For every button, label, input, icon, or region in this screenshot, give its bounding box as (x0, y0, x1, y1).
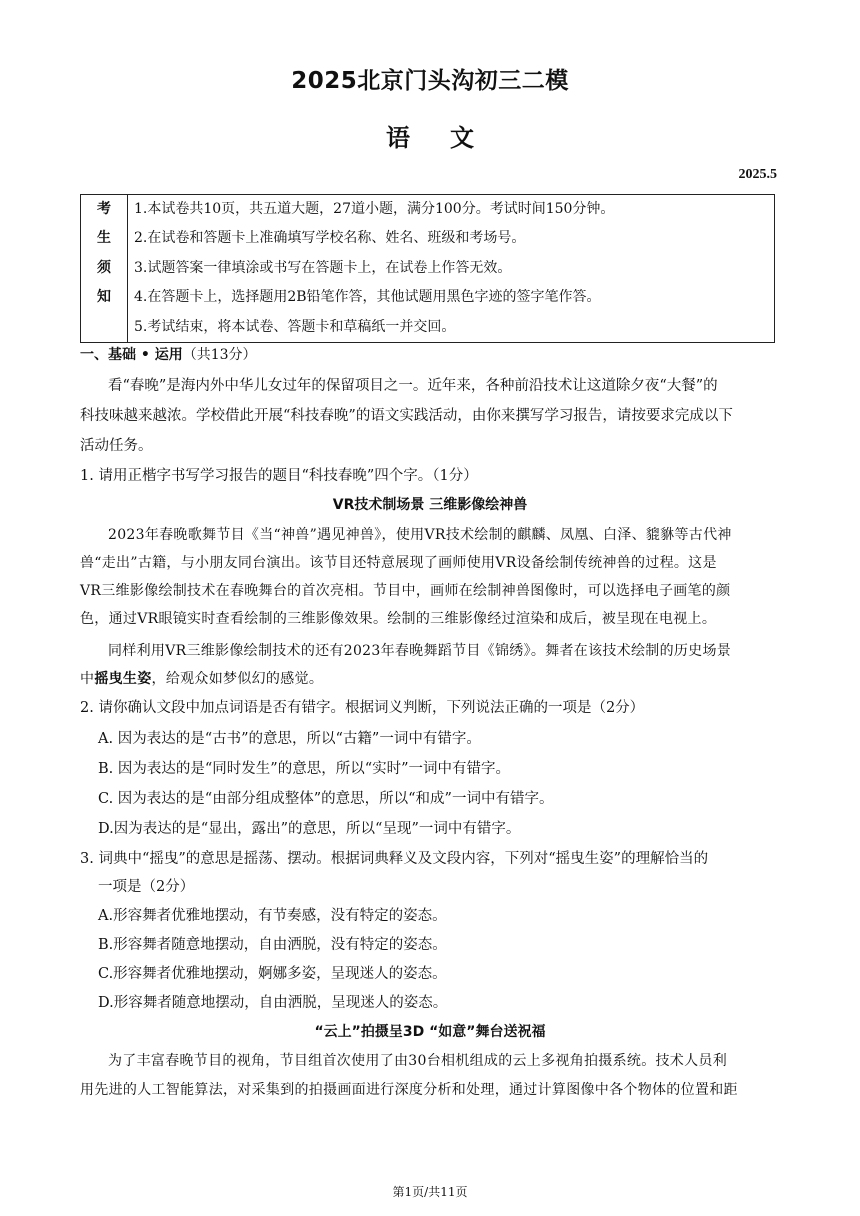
passage-line: 为了丰富春晚节目的视角，节目组首次使用了由30台相机组成的云上多视角拍摄系统。技术人员利 (108, 1053, 728, 1069)
notice-items (128, 195, 775, 343)
section-points: （共13分） (182, 347, 257, 363)
passage-text: ，给观众如梦似幻的感觉。 (151, 671, 324, 687)
passage-line: 色，通过VR眼镜实时查看绘制的三维影像效果。绘制的三维影像经过渲染和成后，被呈现在电视上。 (80, 611, 717, 627)
question-2-option: C. 因为表达的是“由部分组成整体”的意思，所以“和成”一词中有错字。 (98, 791, 554, 807)
passage-line-last (80, 669, 780, 689)
passage-2-heading: “云上”拍摄呈3D “如意”舞台送祝福 (314, 1024, 546, 1040)
candidate-notice-box (80, 194, 775, 343)
passage-line: 同样利用VR三维影像绘制技术的还有2023年春晚舞蹈节目《锦绣》。舞者在该技术绘制的历史场景 (108, 643, 732, 659)
notice-heading (81, 195, 128, 343)
question-2-option: A. 因为表达的是“古书”的意思，所以“古籍”一词中有错字。 (98, 731, 481, 747)
passage-line: 用先进的人工智能算法，对采集到的拍摄画面进行深度分析和处理，通过计算图像中各个物体的位置和距 (80, 1082, 738, 1098)
intro-line: 科技味越来越浓。学校借此开展“科技春晚”的语文实践活动，由你来撰写学习报告，请按要求完成以下 (80, 408, 733, 424)
notice-item: 3.试题答案一律填涂或书写在答题卡上，在试卷上作答无效。 (134, 259, 512, 276)
question-1: 1. 请用正楷字书写学习报告的题目“科技春晚”四个字。（1分） (80, 468, 478, 484)
subject-title: 语文 (386, 124, 514, 152)
passage-line: 兽“走出”古籍，与小朋友同台演出。该节目还特意展现了画师使用VR设备绘制传统神兽的过程。这是 (80, 555, 717, 571)
notice-heading-char: 生 (97, 230, 111, 247)
question-3-option: D.形容舞者随意地摆动，自由洒脱，呈现迷人的姿态。 (98, 995, 448, 1011)
page-number: 第1页/共11页 (392, 1185, 468, 1199)
notice-item: 2.在试卷和答题卡上准确填写学校名称、姓名、班级和考场号。 (134, 230, 526, 247)
question-2-stem: 2. 请你确认文段中加点词语是否有错字。根据词义判断，下列说法正确的一项是（2分） (80, 700, 645, 716)
section-heading (80, 345, 780, 365)
notice-item: 5.考试结束，将本试卷、答题卡和草稿纸一并交回。 (134, 318, 456, 335)
intro-line: 看“春晚”是海内外中华儿女过年的保留项目之一。近年来，各种前沿技术让这道除夕夜“大餐”的 (108, 378, 718, 394)
passage-1-heading: VR技术制场景 三维影像绘神兽 (332, 497, 528, 513)
notice-heading-char: 考 (97, 201, 111, 217)
passage-text: 中 (80, 671, 95, 687)
question-2-option: B. 因为表达的是“同时发生”的意思，所以“实时”一词中有错字。 (98, 761, 511, 777)
passage-line: 2023年春晚歌舞节目《当“神兽”遇见神兽》，使用VR技术绘制的麒麟、凤凰、白泽、貔貅等古代神 (108, 527, 732, 543)
notice-heading-char: 须 (97, 259, 111, 276)
exam-title: 2025北京门头沟初三二模 (291, 68, 569, 94)
highlighted-phrase: 摇曳生姿 (94, 671, 152, 687)
question-3-stem-cont: 一项是（2分） (98, 879, 195, 895)
exam-date: 2025.5 (738, 167, 777, 182)
notice-item: 1.本试卷共10页，共五道大题，27道小题，满分100分。考试时间150分钟。 (134, 201, 615, 217)
passage-line: VR三维影像绘制技术在春晚舞台的首次亮相。节目中，画师在绘制神兽图像时，可以选择电子画笔的颜 (80, 583, 731, 599)
question-3-option: C.形容舞者优雅地摆动，婀娜多姿，呈现迷人的姿态。 (98, 966, 447, 982)
question-3-option: B.形容舞者随意地摆动，自由洒脱，没有特定的姿态。 (98, 937, 447, 953)
question-2-option: D.因为表达的是“显出，露出”的意思，所以“呈现”一词中有错字。 (98, 821, 521, 837)
notice-item: 4.在答题卡上，选择题用2B铅笔作答，其他试题用黑色字迹的签字笔作答。 (134, 289, 601, 306)
intro-line: 活动任务。 (80, 438, 153, 454)
notice-heading-char: 知 (97, 289, 111, 306)
question-3-option: A.形容舞者优雅地摆动，有节奏感，没有特定的姿态。 (98, 908, 447, 924)
section-title: 一、基础 • 运用 (80, 347, 183, 363)
question-3-stem: 3. 词典中“摇曳”的意思是摇荡、摆动。根据词典释义及文段内容，下列对“摇曳生姿”的理解恰当的 (80, 851, 709, 867)
